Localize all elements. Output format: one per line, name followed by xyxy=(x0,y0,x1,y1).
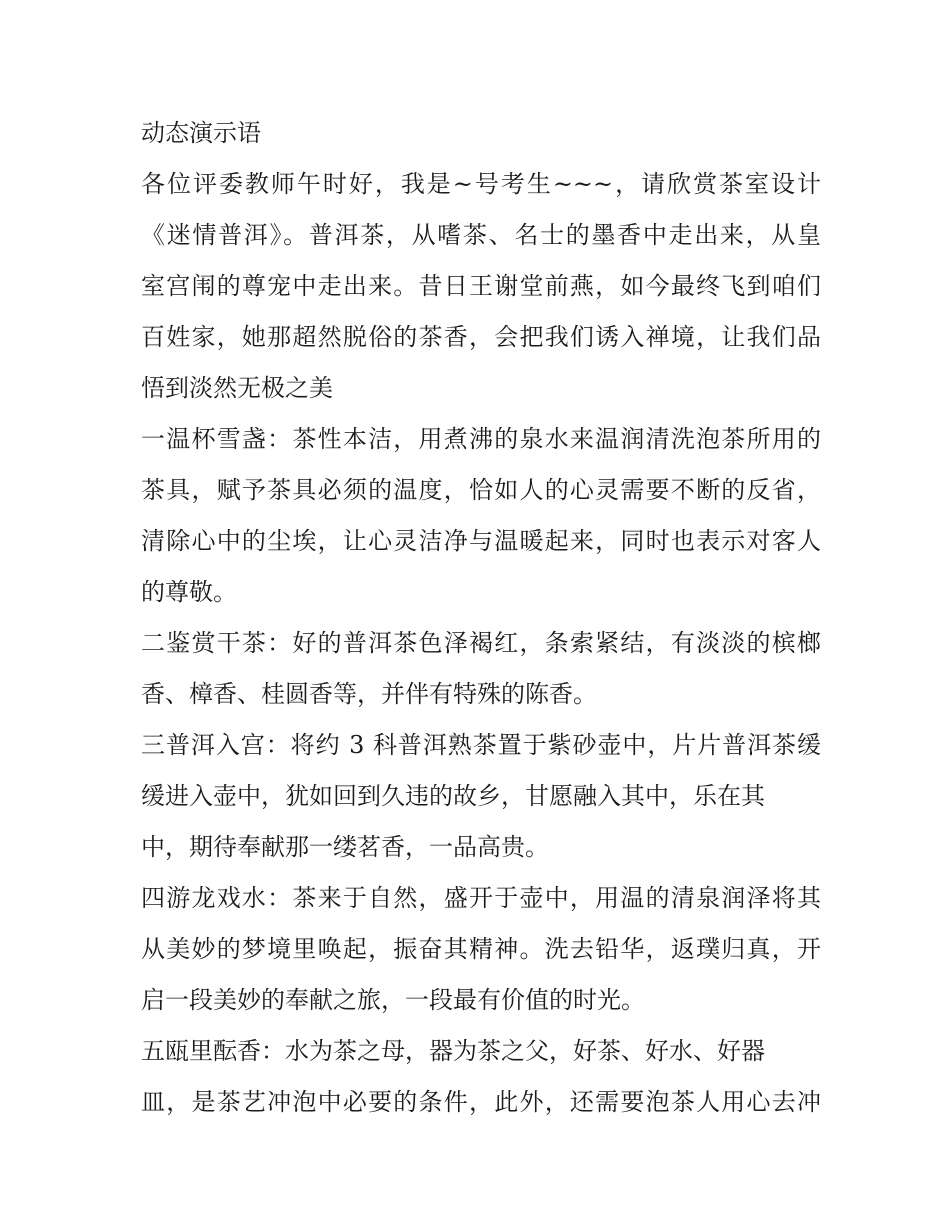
document-body xyxy=(141,108,821,1128)
paragraph-intro xyxy=(141,159,821,414)
paragraph-line: 悟到淡然无极之美 xyxy=(141,374,333,402)
paragraph-line: 茶具，赋予茶具必须的温度，恰如人的心灵需要不断的反省， xyxy=(141,476,821,504)
paragraph-line: 缓进入壶中，犹如回到久违的故乡，甘愿融入其中，乐在其 xyxy=(141,782,765,810)
paragraph-line: 四游龙戏水：茶来于自然，盛开于壶中，用温的清泉润泽将其 xyxy=(141,884,821,912)
paragraph-line: 香、樟香、桂圆香等，并伴有特殊的陈香。 xyxy=(141,680,597,708)
paragraph-line: 一温杯雪盏：茶性本洁，用煮沸的泉水来温润清洗泡茶所用的 xyxy=(141,425,821,453)
paragraph-line: 从美妙的梦境里唤起，振奋其精神。洗去铅华，返璞归真，开 xyxy=(141,935,821,963)
paragraph-step-2 xyxy=(141,618,821,720)
paragraph-line: 中，期待奉献那一缕茗香，一品高贵。 xyxy=(141,833,549,861)
paragraph-step-4 xyxy=(141,873,821,1026)
paragraph-line: 百姓家，她那超然脱俗的茶香，会把我们诱入禅境，让我们品 xyxy=(141,323,821,351)
paragraph-line: 室宫闱的尊宠中走出来。昔日王谢堂前燕，如今最终飞到咱们 xyxy=(141,272,821,300)
paragraph-line: 五瓯里酝香：水为茶之母，器为茶之父，好茶、好水、好器 xyxy=(141,1037,765,1065)
paragraph-step-3 xyxy=(141,720,821,873)
paragraph-line: 皿，是茶艺冲泡中必要的条件，此外，还需要泡茶人用心去冲 xyxy=(141,1088,821,1116)
paragraph-line: 三普洱入宫：将约 3 科普洱熟茶置于紫砂壶中，片片普洱茶缓 xyxy=(141,731,821,759)
paragraph-line: 各位评委教师午时好，我是~号考生~~~，请欣赏茶室设计 xyxy=(141,170,821,198)
paragraph-line: 《迷情普洱》。普洱茶，从嗜茶、名士的墨香中走出来，从皇 xyxy=(141,221,821,249)
paragraph-line: 清除心中的尘埃，让心灵洁净与温暖起来，同时也表示对客人 xyxy=(141,527,821,555)
document-title: 动态演示语 xyxy=(141,119,261,147)
paragraph-line: 的尊敬。 xyxy=(141,578,237,606)
paragraph-step-1 xyxy=(141,414,821,618)
paragraph-line: 二鉴赏干茶：好的普洱茶色泽褐红，条索紧结，有淡淡的槟榔 xyxy=(141,629,821,657)
paragraph-line: 启一段美妙的奉献之旅，一段最有价值的时光。 xyxy=(141,986,645,1014)
paragraph-step-5 xyxy=(141,1026,821,1128)
